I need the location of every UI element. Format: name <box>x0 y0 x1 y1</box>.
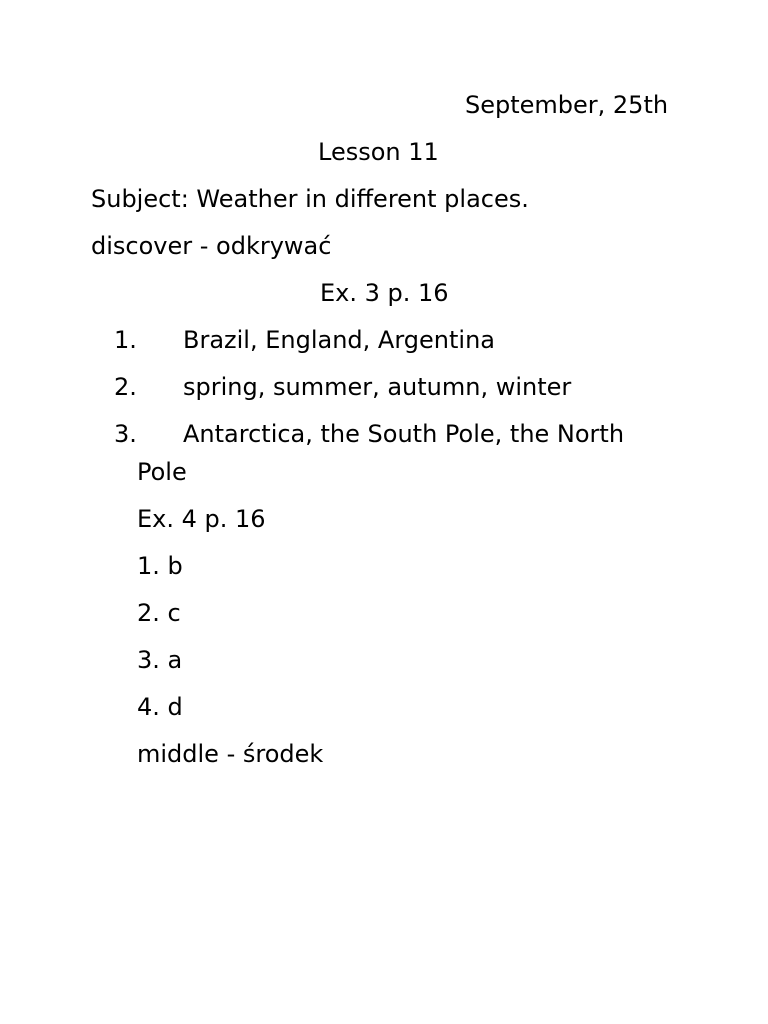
exercise-heading: Ex. 4 p. 16 <box>137 505 266 533</box>
lesson-title: Lesson 11 <box>318 138 439 166</box>
list-number: 1. <box>114 326 137 354</box>
lesson-subject: Subject: Weather in different places. <box>91 185 529 213</box>
exercise-4-answer: 2. c <box>137 599 181 627</box>
vocabulary-entry: middle - środek <box>137 740 324 768</box>
list-text: spring, summer, autumn, winter <box>183 373 572 401</box>
exercise-4-answer: 3. a <box>137 646 183 674</box>
exercise-4-answer: 1. b <box>137 552 183 580</box>
lesson-date: September, 25th <box>465 91 669 119</box>
list-text: Antarctica, the South Pole, the North <box>183 420 625 448</box>
vocabulary-entry: discover - odkrywać <box>91 232 332 260</box>
list-number: 3. <box>114 420 137 448</box>
list-text: Brazil, England, Argentina <box>183 326 495 354</box>
exercise-heading: Ex. 3 p. 16 <box>320 279 449 307</box>
list-text-continuation: Pole <box>137 458 187 486</box>
list-number: 2. <box>114 373 137 401</box>
exercise-4-answer: 4. d <box>137 693 183 721</box>
